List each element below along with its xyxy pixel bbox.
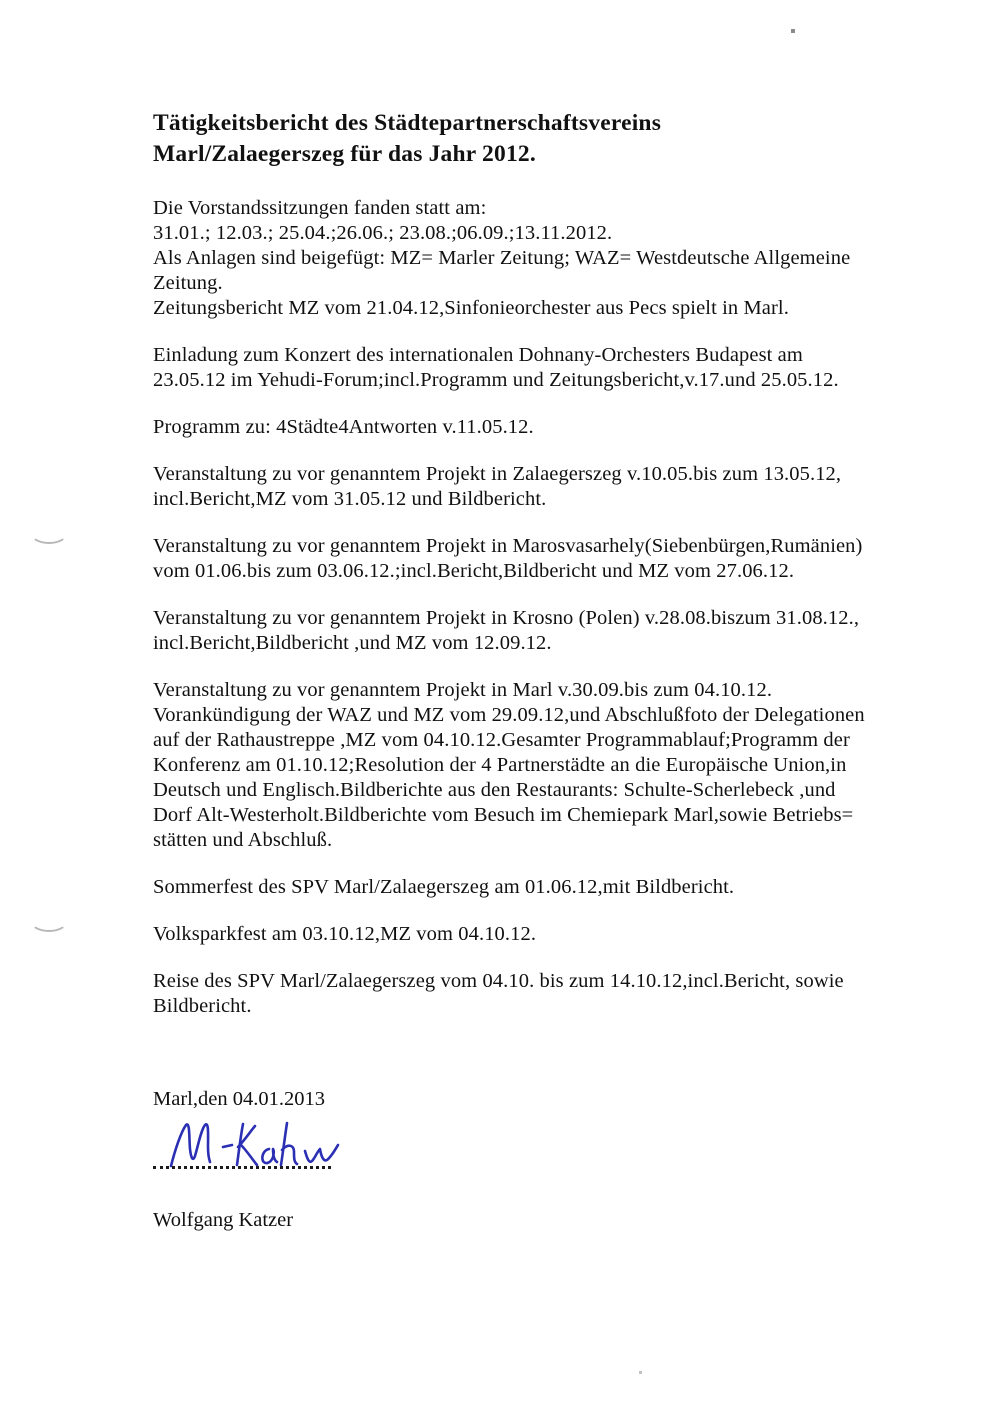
text-line: Bildbericht. [153, 995, 252, 1017]
paragraph-board-meetings [153, 196, 883, 321]
document-title [153, 108, 883, 170]
text-line: Dorf Alt-Westerholt.Bildberichte vom Besuch im Chemiepark Marl,sowie Betriebs= [153, 804, 854, 826]
text-line: incl.Bericht,Bildbericht ,und MZ vom 12.09.12. [153, 632, 552, 654]
text-line: Veranstaltung zu vor genanntem Projekt in Marosvasarhely(Siebenbürgen,Rumänien) [153, 535, 863, 557]
text-line: incl.Bericht,MZ vom 31.05.12 und Bildbericht. [153, 488, 547, 510]
text-line: Veranstaltung zu vor genanntem Projekt in Zalaegerszeg v.10.05.bis zum 13.05.12, [153, 463, 842, 485]
title-line: Marl/Zalaegerszeg für das Jahr 2012. [153, 141, 536, 167]
text-line: stätten und Abschluß. [153, 829, 333, 851]
text-line: Als Anlagen sind beigefügt: MZ= Marler Zeitung; WAZ= Westdeutsche Allgemeine [153, 247, 851, 269]
scan-artifact-arc [30, 910, 68, 932]
text-line: Programm zu: 4Städte4Antworten v.11.05.12. [153, 416, 534, 438]
paragraph-volksparkfest [153, 922, 883, 947]
text-line: Einladung zum Konzert des internationalen Dohnany-Orchesters Budapest am [153, 344, 803, 366]
text-line: Zeitung. [153, 272, 223, 294]
paragraph-event-krosno [153, 606, 883, 656]
text-line: 23.05.12 im Yehudi-Forum;incl.Programm und Zeitungsbericht,v.17.und 25.05.12. [153, 369, 839, 391]
paragraph-program [153, 415, 883, 440]
text-line: 31.01.; 12.03.; 25.04.;26.06.; 23.08.;06.09.;13.11.2012. [153, 222, 613, 244]
closing-block [153, 1087, 883, 1233]
text-line: auf der Rathaustreppe ,MZ vom 04.10.12.Gesamter Programmablauf;Programm der [153, 729, 850, 751]
text-line: Konferenz am 01.10.12;Resolution der 4 Partnerstädte an die Europäische Union,in [153, 754, 847, 776]
paragraph-sommerfest [153, 875, 883, 900]
signature-area [153, 1114, 353, 1176]
text-line: Veranstaltung zu vor genanntem Projekt in Marl v.30.09.bis zum 04.10.12. [153, 679, 773, 701]
place-date: Marl,den 04.01.2013 [153, 1088, 325, 1110]
text-line: Reise des SPV Marl/Zalaegerszeg vom 04.10. bis zum 14.10.12,incl.Bericht, sowie [153, 970, 844, 992]
text-line: Zeitungsbericht MZ vom 21.04.12,Sinfonieorchester aus Pecs spielt in Marl. [153, 297, 789, 319]
text-line: vom 01.06.bis zum 03.06.12.;incl.Bericht,Bildbericht und MZ vom 27.06.12. [153, 560, 795, 582]
title-line: Tätigkeitsbericht des Städtepartnerschaftsvereins [153, 110, 662, 136]
paragraph-reise [153, 969, 883, 1019]
scan-artifact-speck [639, 1371, 642, 1374]
text-line: Volksparkfest am 03.10.12,MZ vom 04.10.12. [153, 923, 537, 945]
paragraph-event-marl [153, 678, 883, 853]
text-line: Veranstaltung zu vor genanntem Projekt in Krosno (Polen) v.28.08.biszum 31.08.12., [153, 607, 860, 629]
text-line: Sommerfest des SPV Marl/Zalaegerszeg am 01.06.12,mit Bildbericht. [153, 876, 735, 898]
scan-artifact-speck [791, 29, 795, 33]
text-line: Vorankündigung der WAZ und MZ vom 29.09.12,und Abschlußfoto der Delegationen [153, 704, 865, 726]
signature-dotted-line [153, 1166, 331, 1169]
text-line: Die Vorstandssitzungen fanden statt am: [153, 197, 487, 219]
document-content [153, 108, 883, 1233]
paragraph-concert-invitation [153, 343, 883, 393]
paragraph-event-zalaegerszeg [153, 462, 883, 512]
paragraph-event-marosvasarhely [153, 534, 883, 584]
signer-name: Wolfgang Katzer [153, 1209, 294, 1231]
scan-artifact-arc [30, 522, 68, 544]
text-line: Deutsch und Englisch.Bildberichte aus den Restaurants: Schulte-Scherlebeck ,und [153, 779, 836, 801]
